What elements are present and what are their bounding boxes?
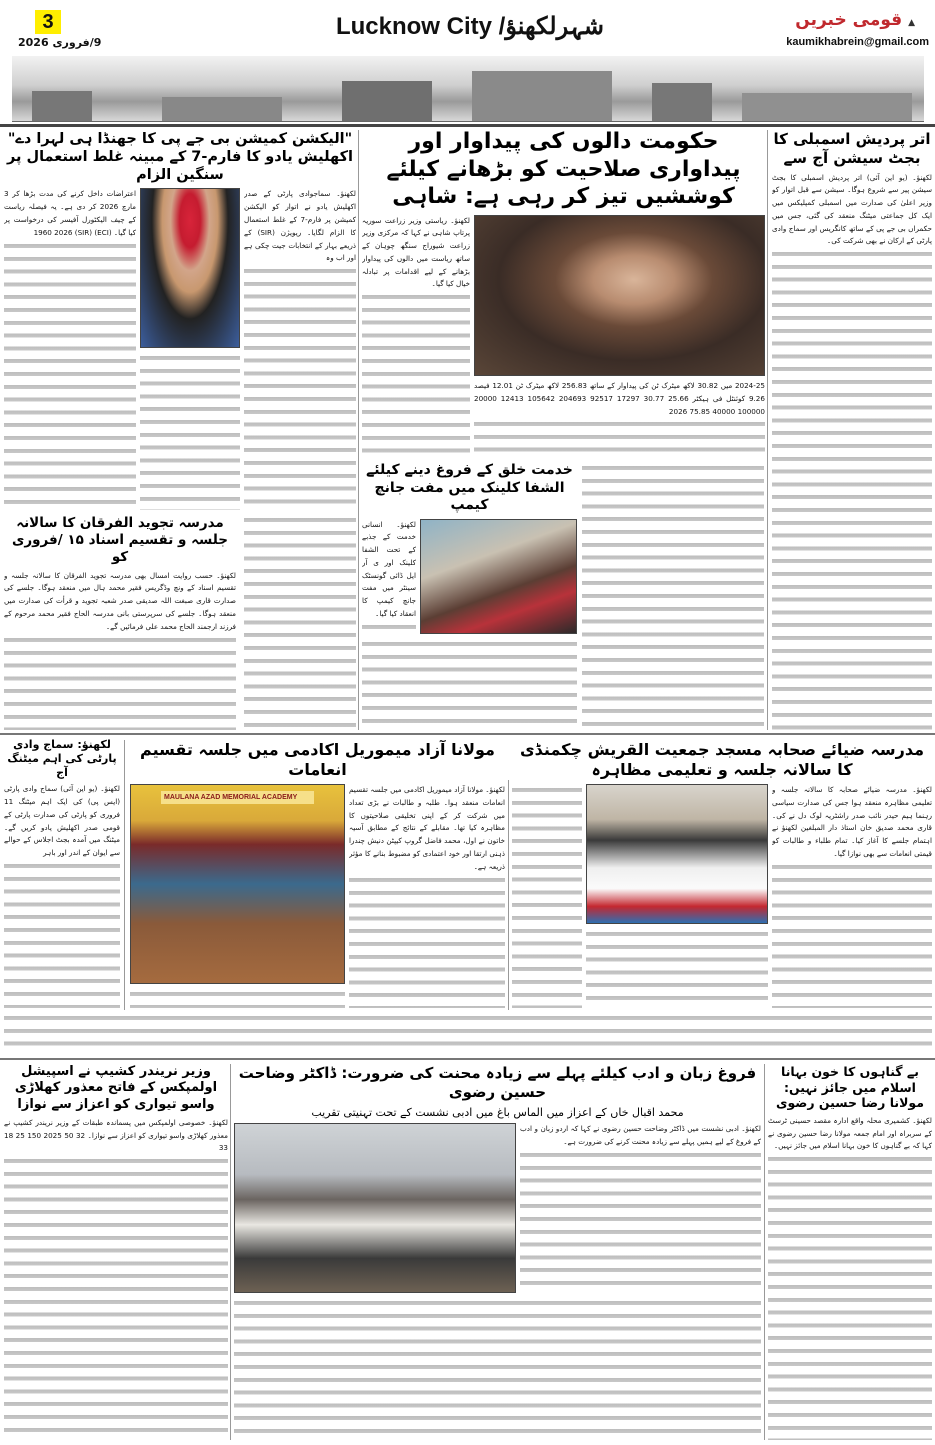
article-body: لکھنؤ۔ (یو این آئی) سماج وادی پارٹی (ایس پی) کی ایک اہم میٹنگ 11 فروری کو پارٹی کی صدارت پارٹی کے قومی صدر اکھلیش یادو کریں گے۔ میٹنگ میں آمدہ بجٹ اجلاس کے حوالے سے ایوان کے اندر اور باہر [4, 784, 120, 858]
divider [0, 733, 935, 735]
article-urdu-adab-col2 [234, 1297, 761, 1440]
article-azad-academy-col1 [349, 784, 505, 1008]
article-zia-sahaba-col1 [772, 784, 932, 1008]
headline-madrasa-tajweed: مدرسہ تجوید الفرقان کا سالانہ جلسہ و تقسیم اسناد ۱۵ /فروری کو [11, 515, 228, 565]
article-body: لکھنؤ۔ خصوصی اولمپکس میں پسماندہ طبقات کے وزیر نریندر کشیپ نے معذور کھلاڑی واسو تیواری کو اعزاز سے نوازا۔ 32 50 2025 150 25 18 33 [4, 1117, 228, 1153]
article-shahi-col3 [582, 462, 764, 730]
viraj-mark-icon: ▲ [908, 18, 915, 28]
article-body: لکھنؤ۔ (یو این آئی) اتر پردیش اسمبلی کا بجٹ سیشن پیر سے شروع ہوگا۔ سیشن سے قبل اتوار کو وزیر اعلیٰ کی صدارت میں اسمبلی کمپلیکس میں ایک کل جماعتی میٹنگ منعقد کی گئی، جس میں حکمراں بی جے پی کے ساتھ کانگریس اور سماج وادی پارٹی کے ارکان نے بھی شرکت کی۔ [772, 172, 932, 246]
headline-akhilesh: "الیکشن کمیشن بی جے پی کا جھنڈا ہی لہرا دے" اکھلیش یادو کا فارم-7 کے مبینہ غلط استعمال پر سنگین الزام [7, 131, 353, 184]
article-body: لکھنؤ۔ انسانی خدمت کے جذبے کے تحت الشفا کلینک اور ی آر ایل ڈائی گونسٹک سینٹر میں مفت جانچ کیمپ کا انعقاد کیا گیا۔ [362, 519, 416, 619]
literary-gathering-photo [234, 1123, 516, 1293]
article-body: لکھنؤ۔ مدرسہ ضیائے صحابہ کا سالانہ جلسہ و تعلیمی مظاہرہ منعقد ہوا جس کی صدارت سیاسی رہنما ہیم حیدر نائب صدر راشٹریہ لوک دل نے کی۔ قاری محمد صدیق خان استاذ دار المبلغین لکھنؤ نے اہتمام جلسے کا آغاز کیا۔ تمام طلباء و طالبات کو قیمتی انعامات سے بھی نوازا گیا۔ [772, 785, 932, 858]
headline-zia-sahaba: مدرسہ ضیائے صحابہ مسجد جمعیت القریش چکمنڈی کا سالانہ جلسہ و تعلیمی مظاہرہ [520, 740, 924, 779]
article-clinic-col2 [362, 638, 577, 731]
article-body: لکھنؤ۔ سماجوادی پارٹی کے صدر اکھلیش یادو نے اتوار کو الیکشن کمیشن پر فارم-7 کے غلط استعمال کا الزام لگایا۔ ریویژن (SIR) کے ذریعے بہار کے انتخابات جیت چکی ہے اور اب وہ [244, 189, 356, 263]
column-divider [124, 740, 125, 1010]
page-title: Lucknow City /شہرلکھنؤ [335, 13, 605, 40]
column-divider [358, 130, 359, 730]
article-akhilesh-col2 [4, 188, 136, 510]
article-akhilesh-col1-continued [244, 514, 356, 730]
article-body: لکھنؤ۔ ریاستی وزیر زراعت سوریہ پرتاپ شاہی نے کہا کہ مرکزی وزیر زراعت شیوراج سنگھ چوہان کے ساتھ ریاست میں دالوں کی پیداوار بڑھانے کے لیے اقدامات پر تبادلہ خیال کیا گیا۔ [362, 215, 470, 289]
column-divider [767, 130, 768, 730]
article-sp-meeting [4, 738, 120, 1008]
photo-banner-text: MAULANA AZAD MEMORIAL ACADEMY [161, 791, 314, 804]
headline-shahi: حکومت دالوں کی پیداوار اور پیداواری صلاحیت کو بڑھانے کیلئے کوششیں تیز کر رہی ہے: شاہی [386, 129, 741, 209]
masthead-logo [795, 10, 915, 30]
headline-azad-academy: مولانا آزاد میموریل اکادمی میں جلسہ تقسیم انعامات [140, 740, 495, 779]
column-divider [508, 780, 509, 1010]
column-divider [764, 1064, 765, 1440]
article-sp-meeting-body [4, 783, 120, 1008]
issue-date: 9/فروری 2026 [18, 36, 102, 49]
headline-sp-meeting: لکھنؤ: سماج وادی پارٹی کی اہم میٹنگ آج [7, 738, 117, 779]
article-body: لکھنؤ۔ حسب روایت امسال بھی مدرسہ تجوید الفرقان کا سالانہ جلسہ و تقسیم اسناد کے ونچ وڈگریس فقیر محمد ہال میں منعقد ہوگا۔ جلسے کی صدارت قاری صبغت اللہ صدیقی صدر شعبہ تجوید و قرأت کی صدارت میں منعقد ہوگا۔ جلسے کی سرپرستی بانی مدرسہ الحاج فقیر محمد مرحوم کے فرزند ارجمند الحاج محمد علی فرمائیں گے۔ [4, 570, 236, 631]
article-madrasa-tajweed [4, 515, 236, 730]
article-budget-session [772, 130, 932, 730]
article-azad-academy-col2 [130, 988, 345, 1008]
headline-budget-session: اتر پردیش اسمبلی کا بجٹ سیشن آج سے [773, 130, 931, 167]
article-body: لکھنؤ۔ ادبی نشست میں ڈاکٹر وضاحت حسین رضوی نے کہا کہ اردو زبان و ادب کے فروغ کے لیے ہمیں پہلے سے زیادہ محنت کرنے کی ضرورت ہے۔ [520, 1124, 761, 1147]
article-wazir-kashyap [4, 1064, 228, 1440]
article-urdu-adab [234, 1064, 761, 1440]
column-divider [230, 1064, 231, 1440]
article-body: اعتراضات داخل کرنے کی مدت بڑھا کر 3 مارچ 2026 کر دی ہے۔ یہ فیصلہ ریاست کے چیف الیکٹورل آفیسر کی درخواست پر کیا گیا۔ (ECI) (SIR) 1960 2026 [4, 189, 136, 237]
akhilesh-photo [140, 188, 240, 348]
divider [0, 1058, 935, 1060]
article-wazir-kashyap-body [4, 1117, 228, 1440]
article-zia-sahaba-col2 [512, 784, 582, 1008]
article-zia-sahaba [512, 740, 932, 1008]
article-maulana-rizvi-body [768, 1115, 932, 1440]
article-akhilesh-col3 [140, 352, 240, 510]
headline-urdu-adab: فروغ زبان و ادب کیلئے پہلے سے زیادہ محنت کی ضرورت: ڈاکٹر وضاحت حسین رضوی [238, 1064, 757, 1101]
article-budget-body [772, 172, 932, 731]
city-skyline-banner-image [12, 56, 924, 122]
headline-wazir-kashyap: وزیر نریندر کشیپ نے اسپیشل اولمپکس کے فاتح معذور کھلاڑی واسو تیواری کو اعزاز سے نوازا [14, 1064, 218, 1112]
article-maulana-rizvi [768, 1064, 932, 1440]
article-body-figures: 2024-25 میں 30.82 لاکھ میٹرک ٹن کی پیداوار کے ساتھ 256.83 لاکھ میٹرک ٹن 12.01 فیصد 9.26 کوئنٹل فی ہیکٹر 25.66 30.77 17297 92517 204693 105642 12413 20000 100000 40000 75.85 2026 [474, 381, 765, 416]
article-clinic-col1 [362, 519, 416, 634]
row2-continued-text [4, 1012, 932, 1054]
headline-maulana-rizvi: بے گناہوں کا خون بہانا اسلام میں جائز نہیں: مولانا رضا حسین رضوی [776, 1064, 924, 1111]
article-akhilesh [4, 130, 356, 510]
clinic-camp-photo [420, 519, 577, 634]
madrasa-function-photo [586, 784, 768, 924]
subheadline-urdu-adab: محمد اقبال خاں کے اعزاز میں الماس باغ میں ادبی نشست کے تحت تہنیتی تقریب [311, 1105, 684, 1119]
article-madrasa-tajweed-body [4, 570, 236, 730]
article-shahi-col1 [362, 215, 470, 459]
headline-clinic-camp: خدمت خلق کے فروغ دینے کیلئے الشفا کلینک میں مفت جانچ کیمپ [366, 462, 573, 513]
contact-email[interactable]: kaumikhabrein@gmail.com [786, 36, 929, 48]
divider [0, 124, 935, 127]
article-shahi [362, 128, 765, 458]
article-shahi-col2 [474, 380, 765, 458]
article-clinic-camp [362, 462, 577, 730]
article-azad-academy [130, 740, 505, 1008]
logo-text: قومی خبریں [795, 10, 903, 30]
article-akhilesh-col1 [244, 188, 356, 510]
page-number: 3 [35, 10, 61, 34]
academy-award-photo [130, 784, 345, 984]
article-urdu-adab-col1 [520, 1123, 761, 1293]
minister-photo [474, 215, 765, 377]
article-body: لکھنؤ۔ کشمیری محلہ واقع ادارہ مقصد حسینی ٹرسٹ کے سربراہ اور امام جمعہ مولانا رضا حسین رضوی نے کہا کہ بے گناہوں کا خون بہانا اسلام میں جائز نہیں۔ [768, 1115, 932, 1151]
article-zia-sahaba-col3 [586, 928, 768, 1008]
article-body: لکھنؤ۔ مولانا آزاد میموریل اکادمی میں جلسہ تقسیم انعامات منعقد ہوا۔ طلبہ و طالبات نے بڑی تعداد میں شرکت کر کے اپنی تخلیقی صلاحیتوں کا مظاہرہ کیا تھا۔ مقابلے کے نتائج کے مطابق آسیہ خاتون نے اول، محمد فاضل گروپ کیپٹن دنیش چندرا ذہنی ارتقا اور خود اعتمادی کو مضبوط بنانے کا مؤثر ذریعہ ہے۔ [349, 785, 505, 871]
